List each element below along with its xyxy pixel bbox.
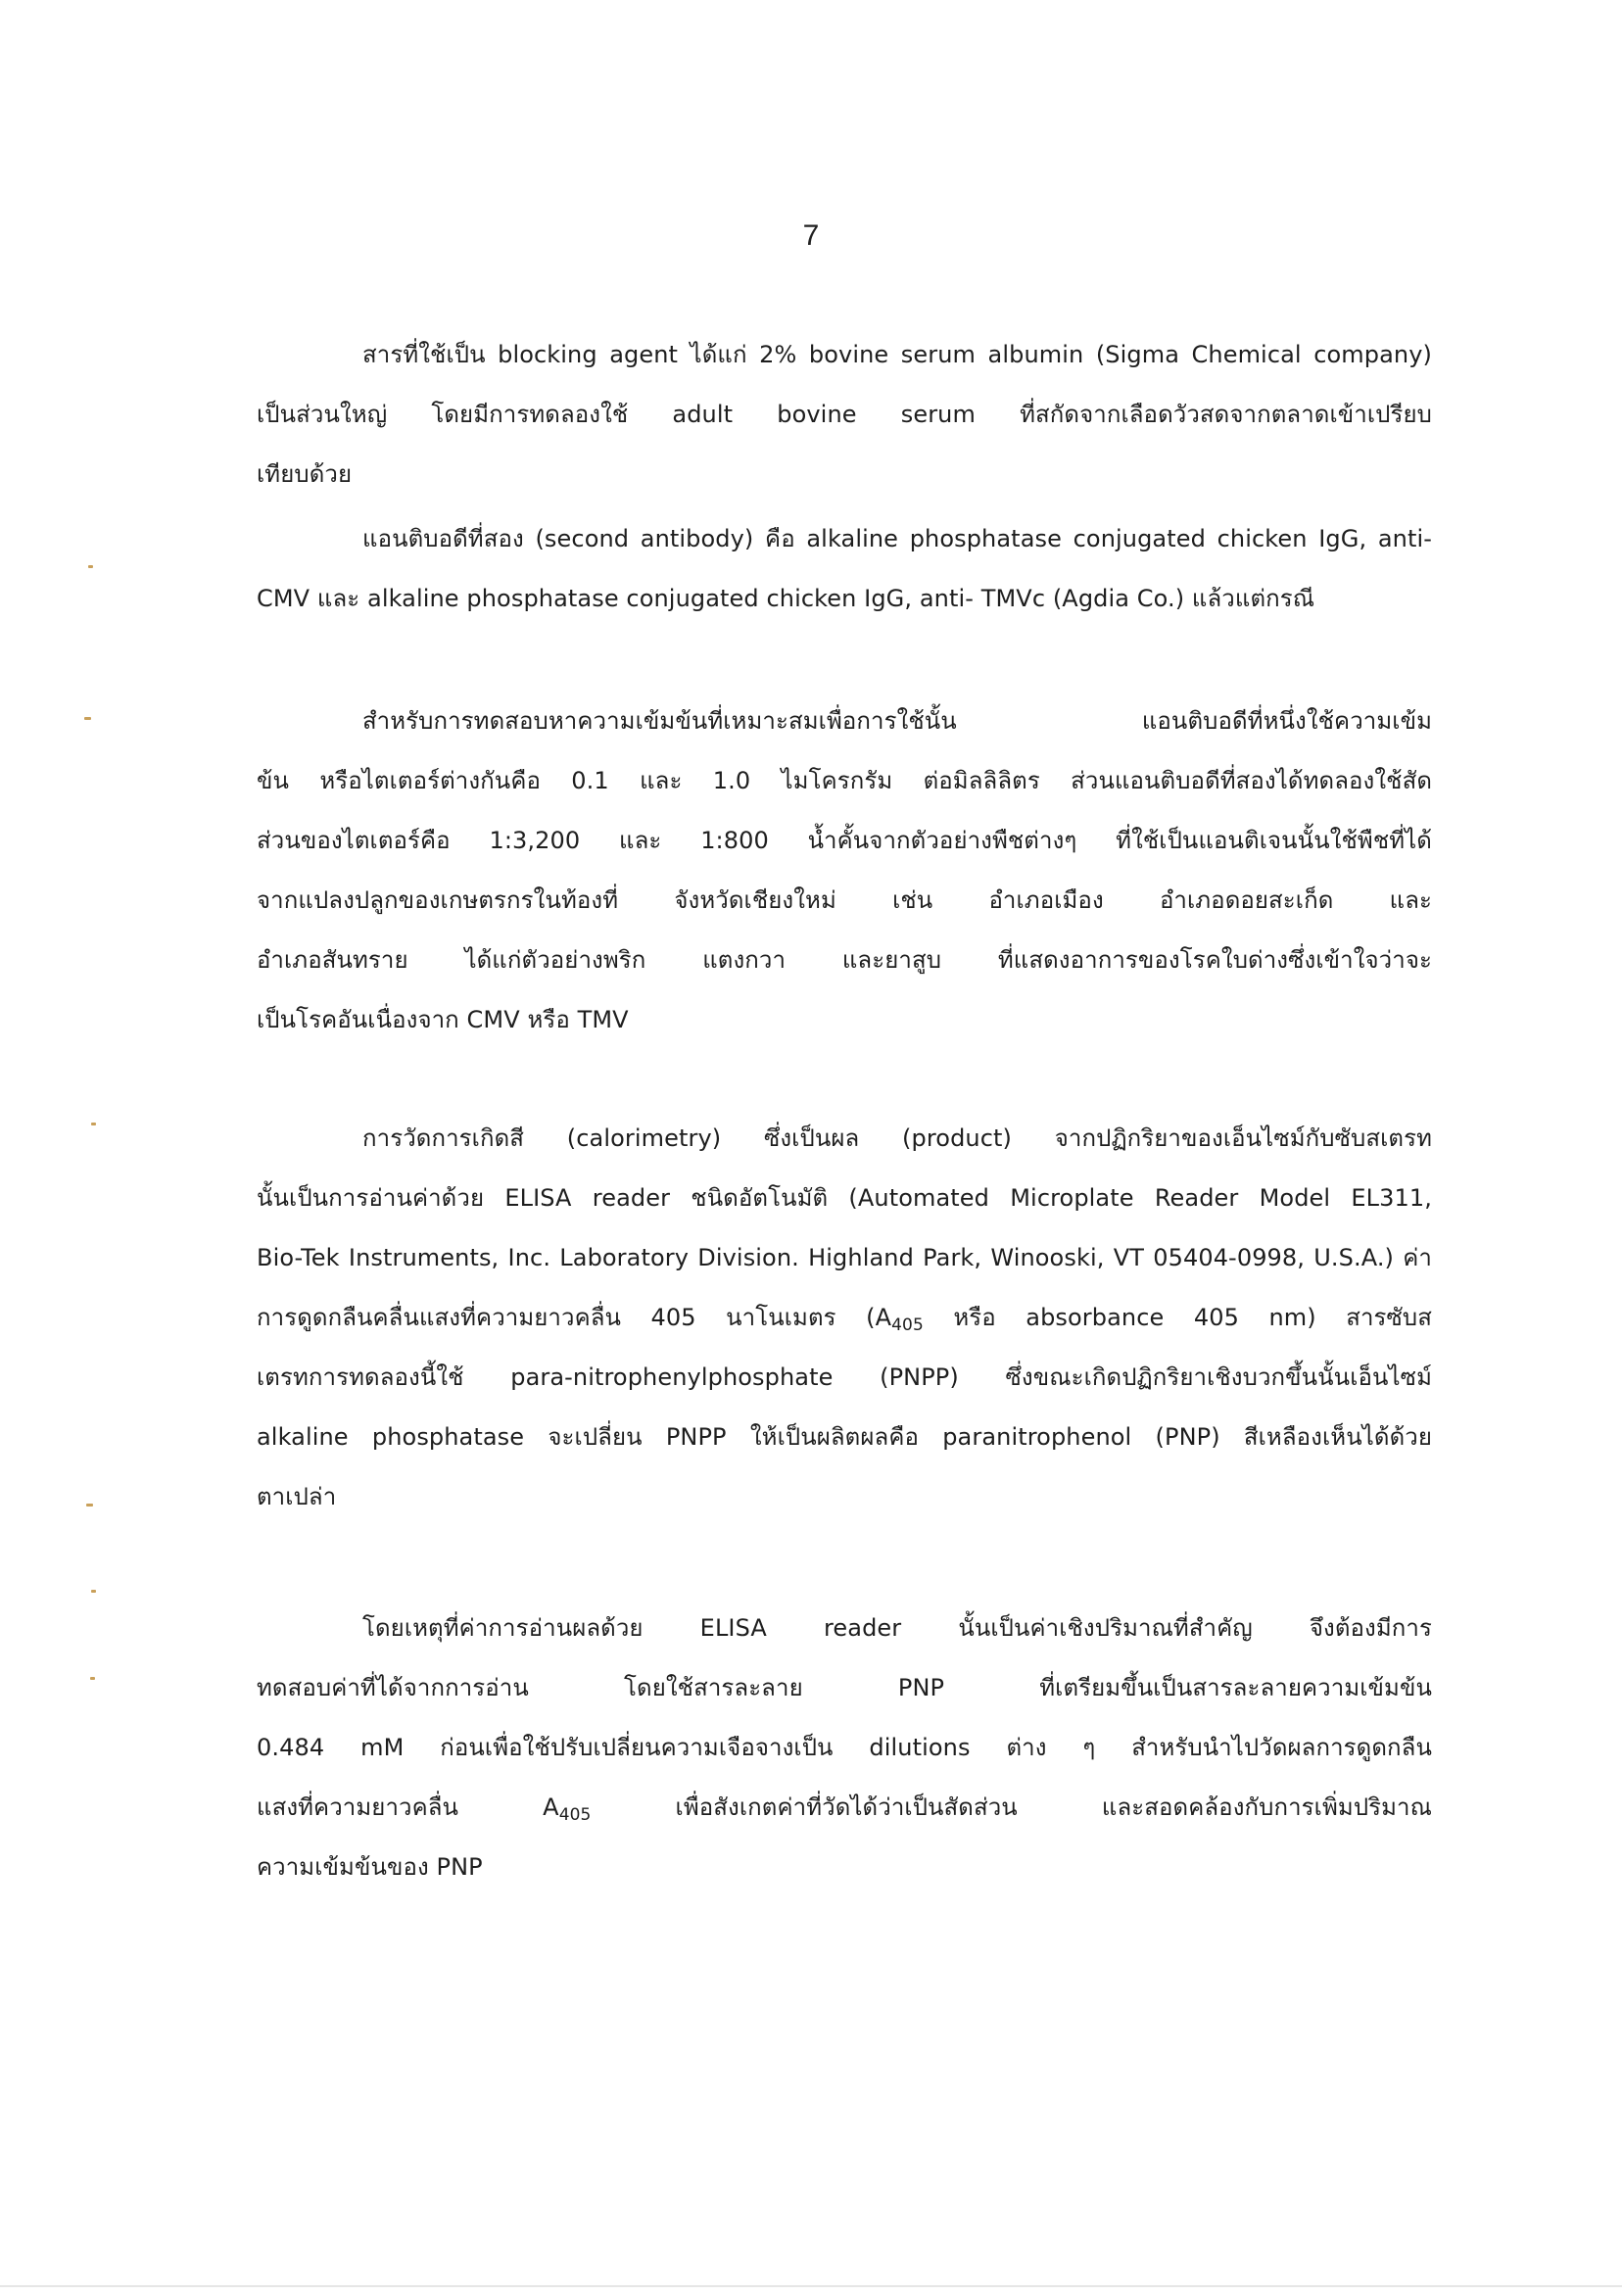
scan-speck — [91, 1590, 96, 1593]
paragraph-blocking-agent — [257, 325, 1432, 504]
scan-speck — [88, 565, 93, 568]
paragraph-line: โดยเหตุที่ค่าการอ่านผลด้วย ELISA reader นั้นเป็นค่าเชิงปริมาณที่สำคัญ จึงต้องมีการ — [362, 1614, 1432, 1642]
paragraph-line: เป็นโรคอันเนื่องจาก CMV หรือ TMV — [257, 1006, 629, 1033]
paragraph-line: แสงที่ความยาวคลื่น $A_{405}$ เพื่อสังเกตค่าที่วัดได้ว่าเป็นสัดส่วน และสอดคล้องกับการเพิ่มปริมาณ — [257, 1794, 1433, 1825]
paragraph-line: การดูดกลืนคลื่นแสงที่ความยาวคลื่น 405 นาโนเมตร ($A_{405}$ หรือ absorbance 405 nm) สารซับส — [257, 1304, 1432, 1335]
paragraph-line: 0.484 mM ก่อนเพื่อใช้ปรับเปลี่ยนความเจือจางเป็น dilutions ต่าง ๆ สำหรับนำไปวัดผลการดูดกลืน — [257, 1734, 1432, 1761]
paragraph-line: ความเข้มข้นของ PNP — [257, 1853, 483, 1881]
paragraph-line: alkaline phosphatase จะเปลี่ยน PNPP ให้เป็นผลิตผลคือ paranitrophenol (PNP) สีเหลืองเห็นได้ด้วย — [257, 1423, 1432, 1451]
paragraph-line: เทียบด้วย — [257, 460, 353, 488]
paragraph-line: อำเภอสันทราย ได้แก่ตัวอย่างพริก แตงกวา และยาสูบ ที่แสดงอาการของโรคใบด่างซึ่งเข้าใจว่าจะ — [257, 946, 1432, 974]
paragraph-calorimetry — [257, 1109, 1432, 1527]
scan-speck — [86, 1504, 93, 1507]
paragraph-line: เตรทการทดลองนี้ใช้ para-nitrophenylphosphate (PNPP) ซึ่งขณะเกิดปฏิกริยาเชิงบวกขึ้นนั้นเอ็นไซม์ — [257, 1363, 1432, 1391]
page-number: 7 — [802, 219, 820, 252]
paragraph-line: CMV และ alkaline phosphatase conjugated chicken IgG, anti- TMVc (Agdia Co.) แล้วแต่กรณี — [257, 585, 1315, 612]
scan-edge-line — [0, 2285, 1622, 2287]
scan-speck — [90, 1677, 95, 1680]
paragraph-line: ข้น หรือไตเตอร์ต่างกันคือ 0.1 และ 1.0 ไมโครกรัม ต่อมิลลิลิตร ส่วนแอนติบอดีที่สองได้ทดลองใช้สัด — [257, 767, 1432, 794]
paragraph-line: การวัดการเกิดสี (calorimetry) ซึ่งเป็นผล (product) จากปฏิกริยาของเอ็นไซม์กับซับสเตรท — [362, 1124, 1432, 1152]
paragraph-line: Bio-Tek Instruments, Inc. Laboratory Division. Highland Park, Winooski, VT 05404-0998, U.S.A.) ค่า — [257, 1244, 1432, 1271]
scan-speck — [91, 1123, 96, 1125]
paragraph-line: ตาเปล่า — [257, 1483, 337, 1510]
paragraph-line: จากแปลงปลูกของเกษตรกรในท้องที่ จังหวัดเชียงใหม่ เช่น อำเภอเมือง อำเภอดอยสะเก็ด และ — [257, 886, 1432, 914]
paragraph-line: นั้นเป็นการอ่านค่าด้วย ELISA reader ชนิดอัตโนมัติ (Automated Microplate Reader Model EL311, — [257, 1184, 1432, 1212]
wavelength-subscript: 405 — [891, 1315, 924, 1335]
paragraph-line: ทดสอบค่าที่ได้จากการอ่าน โดยใช้สารละลาย PNP ที่เตรียมขึ้นเป็นสารละลายความเข้มข้น — [257, 1674, 1432, 1701]
paragraph-elisa-reader-test — [257, 1599, 1432, 1897]
paragraph-concentration-test — [257, 692, 1432, 1050]
wavelength-subscript: 405 — [558, 1805, 592, 1825]
paragraph-second-antibody — [257, 509, 1432, 629]
paragraph-line: แอนติบอดีที่สอง (second antibody) คือ alkaline phosphatase conjugated chicken IgG, anti- — [362, 525, 1432, 552]
paragraph-line: เป็นส่วนใหญ่ โดยมีการทดลองใช้ adult bovine serum ที่สกัดจากเลือดวัวสดจากตลาดเข้าเปรียบ — [257, 401, 1432, 428]
scan-speck — [84, 717, 91, 720]
paragraph-line: ส่วนของไตเตอร์คือ 1:3,200 และ 1:800 น้ำคั้นจากตัวอย่างพืชต่างๆ ที่ใช้เป็นแอนติเจนนั้นใช้พืชที่ได้ — [257, 827, 1432, 854]
paragraph-line: สำหรับการทดสอบหาความเข้มข้นที่เหมาะสมเพื่อการใช้นั้น แอนติบอดีที่หนึ่งใช้ความเข้ม — [362, 707, 1432, 735]
paragraph-line: สารที่ใช้เป็น blocking agent ได้แก่ 2% bovine serum albumin (Sigma Chemical company) — [362, 341, 1432, 368]
